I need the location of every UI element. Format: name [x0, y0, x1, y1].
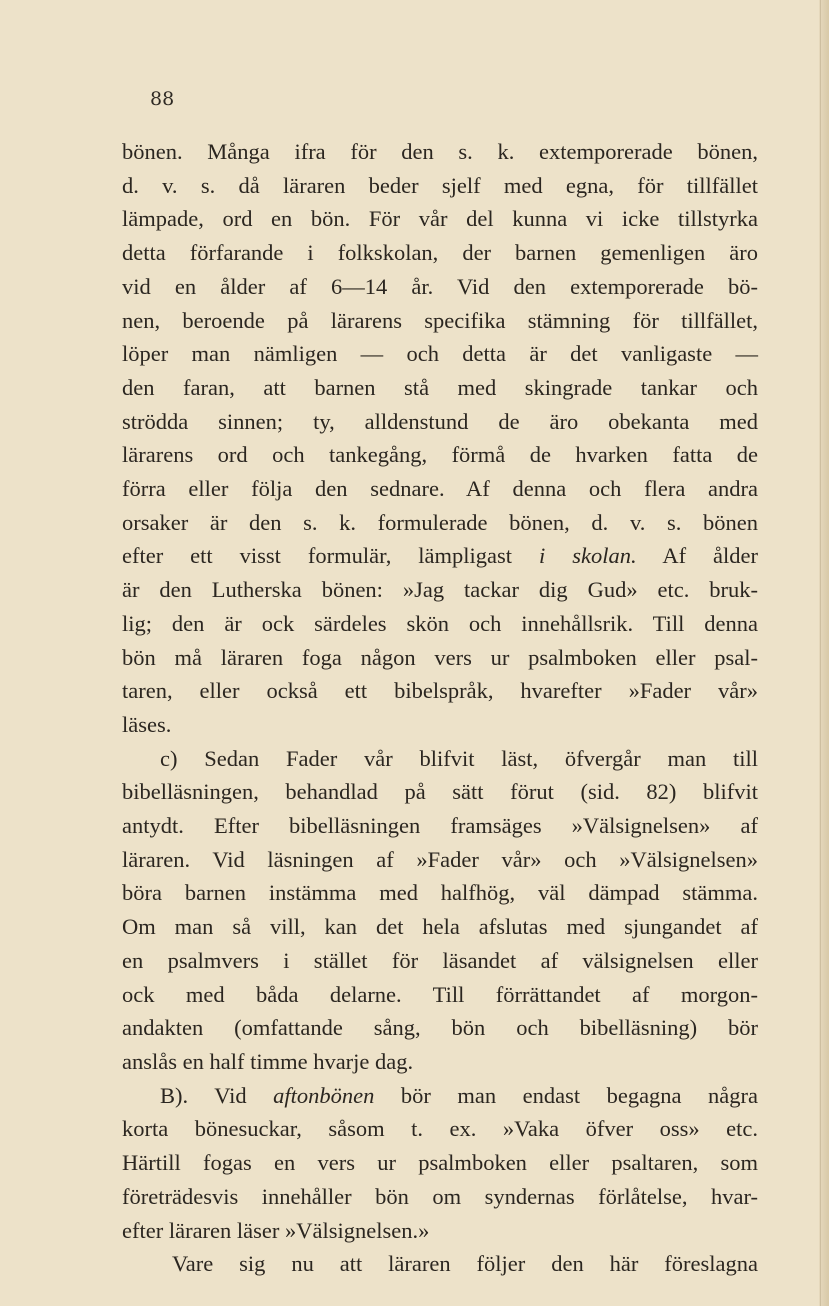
- text-segment: lig; den är ock särdeles skön och innehållsrik. Till denna: [122, 610, 758, 636]
- text-segment: Vare sig nu att läraren följer den här föreslagna: [172, 1251, 758, 1277]
- text-line: [122, 1214, 758, 1248]
- text-line: [122, 304, 758, 338]
- text-line: [122, 742, 758, 776]
- text-line: [122, 910, 758, 944]
- text-line: [122, 1011, 758, 1045]
- text-segment: lärarens ord och tankegång, förmå de hvarken fatta de: [122, 442, 758, 468]
- text-segment: bör man endast begagna några: [374, 1082, 759, 1108]
- text-segment: en psalmvers i stället för läsandet af välsignelsen eller: [122, 947, 758, 973]
- text-line: [122, 202, 758, 236]
- text-line: [122, 573, 758, 607]
- text-line: [122, 337, 758, 371]
- text-segment: d. v. s. då läraren beder sjelf med egna, för tillfället: [122, 172, 758, 198]
- text-line: [122, 1045, 758, 1079]
- text-segment: Af ålder: [636, 543, 759, 569]
- text-segment: taren, eller också ett bibelspråk, hvarefter »Fader vår»: [122, 678, 758, 704]
- text-line: [122, 1079, 758, 1113]
- text-segment: bönen. Många ifra för den s. k. extemporerade bönen,: [122, 139, 758, 164]
- text-segment: företrädesvis innehåller bön om syndernas förlåtelse, hvar-: [122, 1183, 758, 1209]
- text-line: [122, 641, 758, 675]
- text-segment: anslås en half timme hvarje dag.: [122, 1048, 414, 1074]
- text-segment: läraren. Vid läsningen af »Fader vår» och »Välsignelsen»: [122, 846, 758, 872]
- text-line: [122, 876, 758, 910]
- text-segment: strödda sinnen; ty, alldenstund de äro obekanta med: [122, 408, 758, 434]
- italic-text: aftonbönen: [273, 1082, 375, 1108]
- text-line: [122, 607, 758, 641]
- text-segment: Härtill fogas en vers ur psalmboken eller psaltaren, som: [122, 1150, 758, 1176]
- text-line: [122, 708, 758, 742]
- text-segment: ock med båda delarne. Till förrättandet af morgon-: [122, 981, 758, 1007]
- text-segment: B). Vid: [160, 1082, 274, 1108]
- text-line: [122, 236, 758, 270]
- text-line: [122, 674, 758, 708]
- text-line: [122, 169, 758, 203]
- text-segment: den faran, att barnen stå med skingrade tankar och: [122, 374, 758, 400]
- text-segment: nen, beroende på lärarens specifika stämning för tillfället,: [122, 307, 758, 333]
- text-segment: andakten (omfattande sång, bön och bibelläsning) bör: [122, 1015, 758, 1041]
- body-text: [122, 135, 758, 1281]
- text-line: [122, 843, 758, 877]
- text-segment: orsaker är den s. k. formulerade bönen, d. v. s. bönen: [122, 509, 758, 535]
- text-line: [122, 438, 758, 472]
- italic-text: i skolan.: [539, 543, 637, 569]
- text-line: [122, 371, 758, 405]
- text-line: [122, 1247, 758, 1281]
- text-segment: c) Sedan Fader vår blifvit läst, öfvergår man till: [160, 745, 758, 771]
- text-segment: korta bönesuckar, såsom t. ex. »Vaka öfver oss» etc.: [122, 1116, 758, 1142]
- text-line: [122, 135, 758, 169]
- text-segment: böra barnen instämma med halfhög, väl dämpad stämma.: [122, 880, 758, 906]
- page-number: 88: [150, 88, 175, 110]
- text-line: [122, 472, 758, 506]
- text-segment: Om man så vill, kan det hela afslutas med sjungandet af: [122, 914, 758, 940]
- text-line: [122, 270, 758, 304]
- page-edge-line: [820, 0, 821, 1306]
- text-line: [122, 775, 758, 809]
- text-segment: lämpade, ord en bön. För vår del kunna vi icke tillstyrka: [122, 206, 758, 232]
- text-line: [122, 978, 758, 1012]
- text-line: [122, 506, 758, 540]
- text-segment: är den Lutherska bönen: »Jag tackar dig Gud» etc. bruk-: [122, 577, 758, 603]
- text-segment: bibelläsningen, behandlad på sätt förut (sid. 82) blifvit: [122, 779, 758, 805]
- text-line: [122, 539, 758, 573]
- text-segment: löper man nämligen — och detta är det vanligaste —: [122, 341, 758, 367]
- text-line: [122, 1112, 758, 1146]
- text-segment: detta förfarande i folkskolan, der barnen gemenligen äro: [122, 240, 758, 266]
- text-segment: efter läraren läser »Välsignelsen.»: [122, 1217, 430, 1243]
- text-segment: bön må läraren foga någon vers ur psalmboken eller psal-: [122, 644, 758, 670]
- text-segment: vid en ålder af 6—14 år. Vid den extemporerade bö-: [122, 273, 758, 299]
- text-line: [122, 1146, 758, 1180]
- text-line: [122, 809, 758, 843]
- text-line: [122, 1180, 758, 1214]
- text-segment: efter ett visst formulär, lämpligast: [122, 543, 539, 569]
- text-segment: antydt. Efter bibelläsningen framsäges »Välsignelsen» af: [122, 813, 758, 839]
- text-segment: läses.: [122, 711, 172, 737]
- text-line: [122, 944, 758, 978]
- text-segment: förra eller följa den sednare. Af denna och flera andra: [122, 476, 758, 502]
- text-line: [122, 405, 758, 439]
